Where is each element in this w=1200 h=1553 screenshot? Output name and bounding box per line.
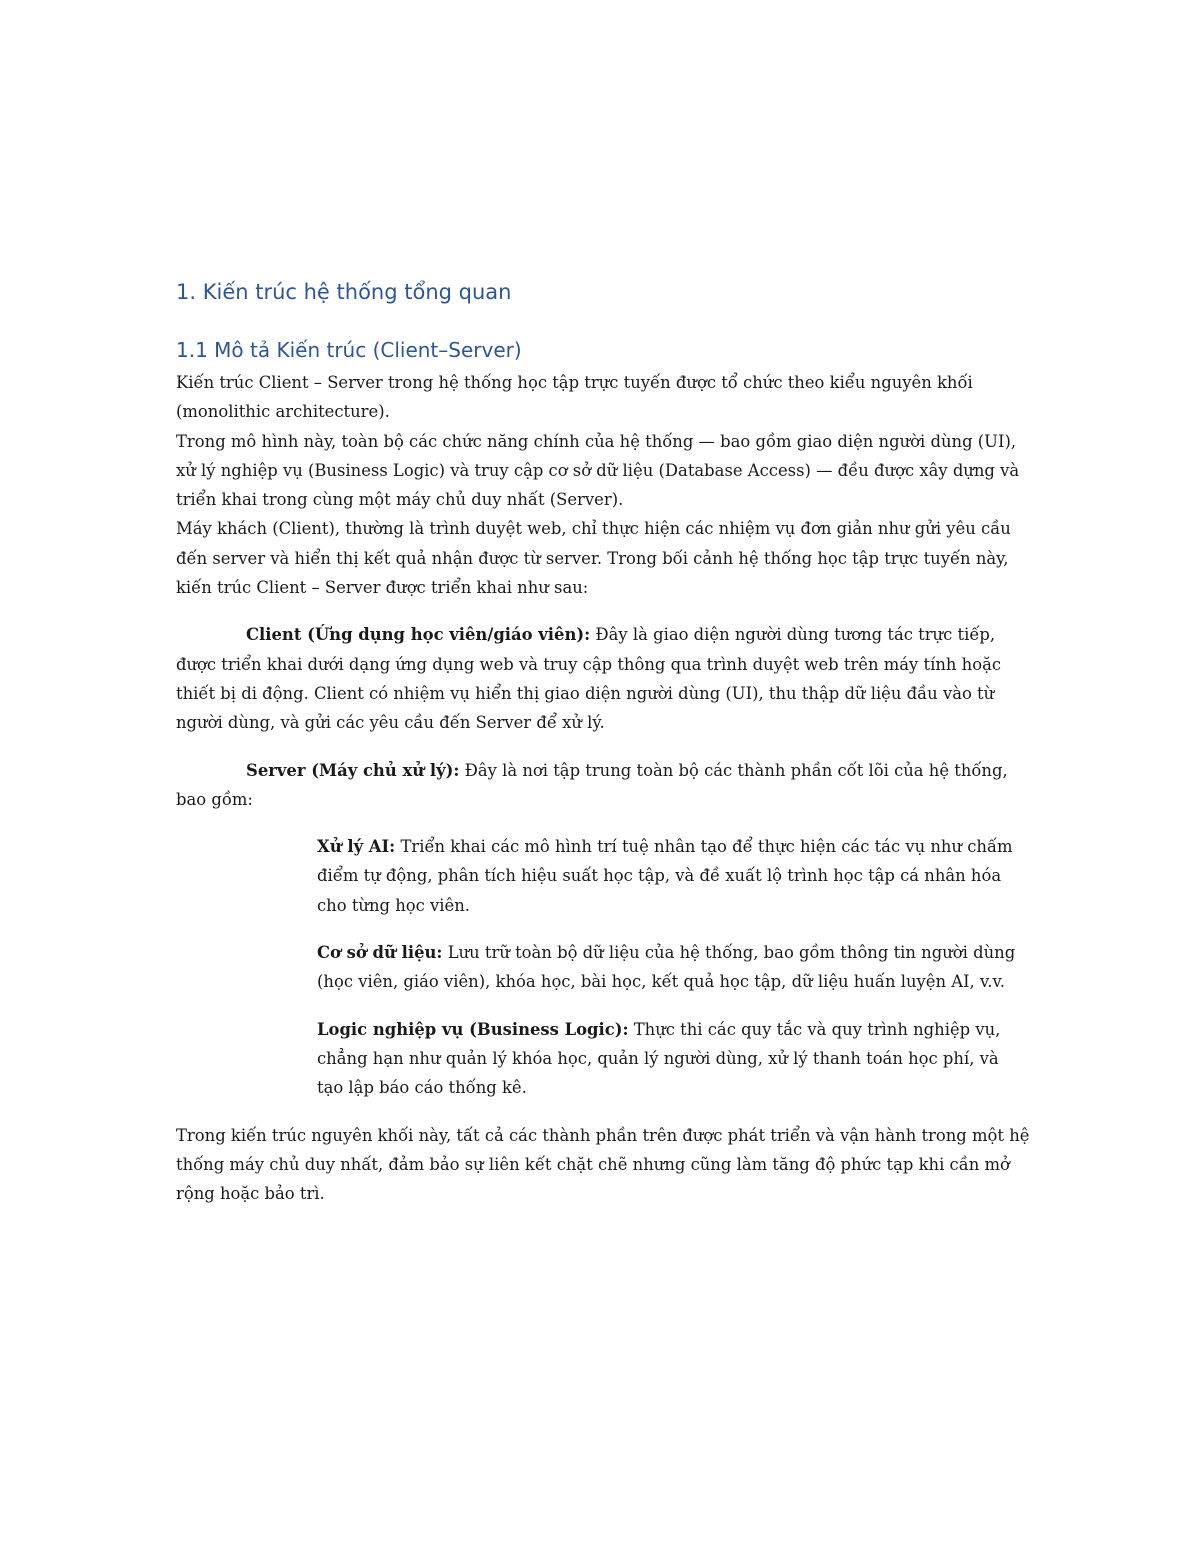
heading-1: 1. Kiến trúc hệ thống tổng quan <box>176 280 512 304</box>
intro-paragraph-1: Kiến trúc Client – Server trong hệ thống học tập trực tuyến được tổ chức theo kiểu nguyên khối (monolithic architecture). <box>176 373 973 422</box>
intro-paragraph-3: Máy khách (Client), thường là trình duyệt web, chỉ thực hiện các nhiệm vụ đơn giản như gửi yêu cầu đến server và hiển thị kết quả nhận được từ server. Trong bối cảnh hệ thống học tập trực tuyến này, kiến trúc Client – Server được triển khai như sau: <box>176 519 1011 598</box>
intro-paragraph-2: Trong mô hình này, toàn bộ các chức năng chính của hệ thống — bao gồm giao diện người dùng (UI), xử lý nghiệp vụ (Business Logic) và truy cập cơ sở dữ liệu (Database Access) — đều được xây dựng và triển khai trong cùng một máy chủ duy nhất (Server). <box>176 431 1020 510</box>
component-database-paragraph <box>317 938 1036 997</box>
component-ai-label: Xử lý AI: <box>317 837 396 857</box>
client-text: Đây là giao diện người dùng tương tác trực tiếp, được triển khai dưới dạng ứng dụng web và truy cập thông qua trình duyệt web trên máy tính hoặc thiết bị di động. Client có nhiệm vụ hiển thị giao diện người dùng (UI), thu thập dữ liệu đầu vào từ người dùng, và gửi các yêu cầu đến Server để xử lý. <box>176 625 1002 733</box>
server-label: Server (Máy chủ xử lý): <box>246 760 460 780</box>
conclusion-paragraph: Trong kiến trúc nguyên khối này, tất cả các thành phần trên được phát triển và vận hành trong một hệ thống máy chủ duy nhất, đảm bảo sự liên kết chặt chẽ nhưng cũng làm tăng độ phức tạp khi cần mở rộng hoặc bảo trì. <box>176 1125 1030 1204</box>
component-ai-text: Triển khai các mô hình trí tuệ nhân tạo để thực hiện các tác vụ như chấm điểm tự động, phân tích hiệu suất học tập, và đề xuất lộ trình học tập cá nhân hóa cho từng học viên. <box>317 837 1013 915</box>
component-logic-paragraph <box>317 1015 1036 1103</box>
client-label: Client (Ứng dụng học viên/giáo viên): <box>246 625 591 645</box>
component-database-text: Lưu trữ toàn bộ dữ liệu của hệ thống, bao gồm thông tin người dùng (học viên, giáo viên), khóa học, bài học, kết quả học tập, dữ liệu huấn luyện AI, v.v. <box>317 943 1016 992</box>
client-paragraph <box>176 620 1036 737</box>
component-logic-label: Logic nghiệp vụ (Business Logic): <box>317 1019 629 1039</box>
heading-2: 1.1 Mô tả Kiến trúc (Client–Server) <box>176 338 522 362</box>
document-body <box>176 368 1036 1208</box>
component-logic-text: Thực thi các quy tắc và quy trình nghiệp vụ, chẳng hạn như quản lý khóa học, quản lý người dùng, xử lý thanh toán học phí, và tạo lập báo cáo thống kê. <box>317 1019 1001 1098</box>
server-paragraph <box>176 756 1036 815</box>
server-text: Đây là nơi tập trung toàn bộ các thành phần cốt lõi của hệ thống, bao gồm: <box>176 760 1008 809</box>
component-ai-paragraph <box>317 832 1036 920</box>
component-database-label: Cơ sở dữ liệu: <box>317 943 443 963</box>
